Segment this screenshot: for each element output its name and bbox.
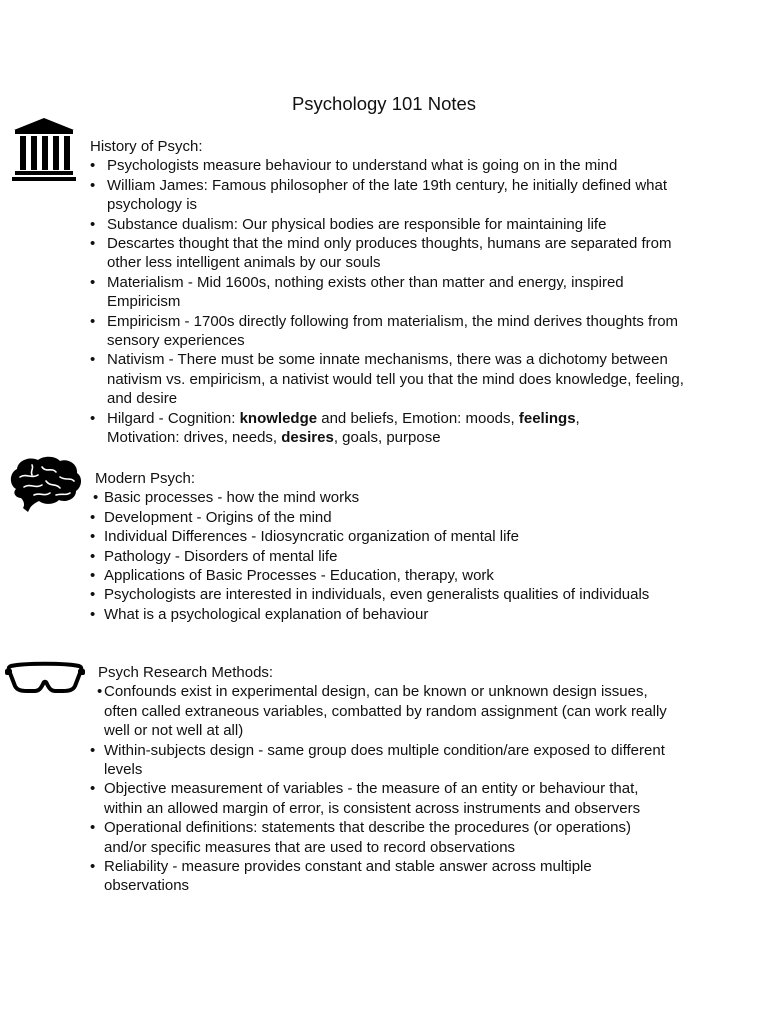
history-list xyxy=(90,156,690,447)
list-item: • William James: Famous philosopher of the late 19th century, he initially defined what psychology is xyxy=(90,176,668,214)
list-item: • Empiricism - 1700s directly following from materialism, the mind derives thoughts from sensory experiences xyxy=(90,312,679,350)
list-item: • Descartes thought that the mind only produces thoughts, humans are separated from other less intelligent animals by our souls xyxy=(90,235,672,272)
list-item: • Substance dualism: Our physical bodies are responsible for maintaining life xyxy=(90,215,607,233)
list-item: • Development - Origins of the mind xyxy=(90,508,332,526)
list-item: • Individual Differences - Idiosyncratic organization of mental life xyxy=(90,528,519,546)
methods-list xyxy=(90,682,670,895)
section-methods-title: Psych Research Methods: xyxy=(98,664,274,681)
section-modern-title: Modern Psych: xyxy=(95,470,196,487)
brain-icon xyxy=(8,455,82,513)
list-item-hilgard: • Hilgard - Cognition: knowledge and beliefs, Emotion: moods, feelings, Motivation: drives, needs, desires, goals, purpose xyxy=(90,409,580,447)
list-item: • Psychologists are interested in individuals, even generalists qualities of individuals xyxy=(90,586,650,604)
list-item: • Applications of Basic Processes - Education, therapy, work xyxy=(90,567,494,585)
list-item: • Basic processes - how the mind works xyxy=(93,489,360,507)
list-item: • Pathology - Disorders of mental life xyxy=(90,547,338,565)
section-history-title: History of Psych: xyxy=(90,138,203,155)
section-methods xyxy=(90,663,670,896)
list-item: • Operational definitions: statements that describe the procedures (or operations) and/or specific measures that are used to record observations xyxy=(90,819,631,856)
page-title: Psychology 101 Notes xyxy=(291,93,477,114)
museum-icon xyxy=(12,117,76,183)
list-item: • What is a psychological explanation of behaviour xyxy=(90,605,429,623)
list-item: • Objective measurement of variables - the measure of an entity or behaviour that, within an allowed margin of error, is consistent across instruments and observers xyxy=(90,780,641,817)
goggles-icon xyxy=(5,660,85,694)
list-item: • Psychologists measure behaviour to understand what is going on in the mind xyxy=(90,157,618,175)
modern-list xyxy=(90,488,650,624)
list-item: • Reliability - measure provides constant and stable answer across multiple observations xyxy=(90,858,592,895)
list-item: • Confounds exist in experimental design, can be known or unknown design issues, often called extraneous variables, combatted by random assignment (can work really well or not well at all) xyxy=(97,683,667,740)
section-modern xyxy=(90,469,650,624)
section-history xyxy=(90,137,690,448)
list-item: • Materialism - Mid 1600s, nothing exists other than matter and energy, inspired Empiricism xyxy=(90,273,624,311)
list-item: • Within-subjects design - same group does multiple condition/are exposed to different levels xyxy=(90,741,665,779)
list-item: • Nativism - There must be some innate mechanisms, there was a dichotomy between nativism vs. empiricism, a nativist would tell you that the mind does knowledge, feeling, and desire xyxy=(90,351,684,408)
